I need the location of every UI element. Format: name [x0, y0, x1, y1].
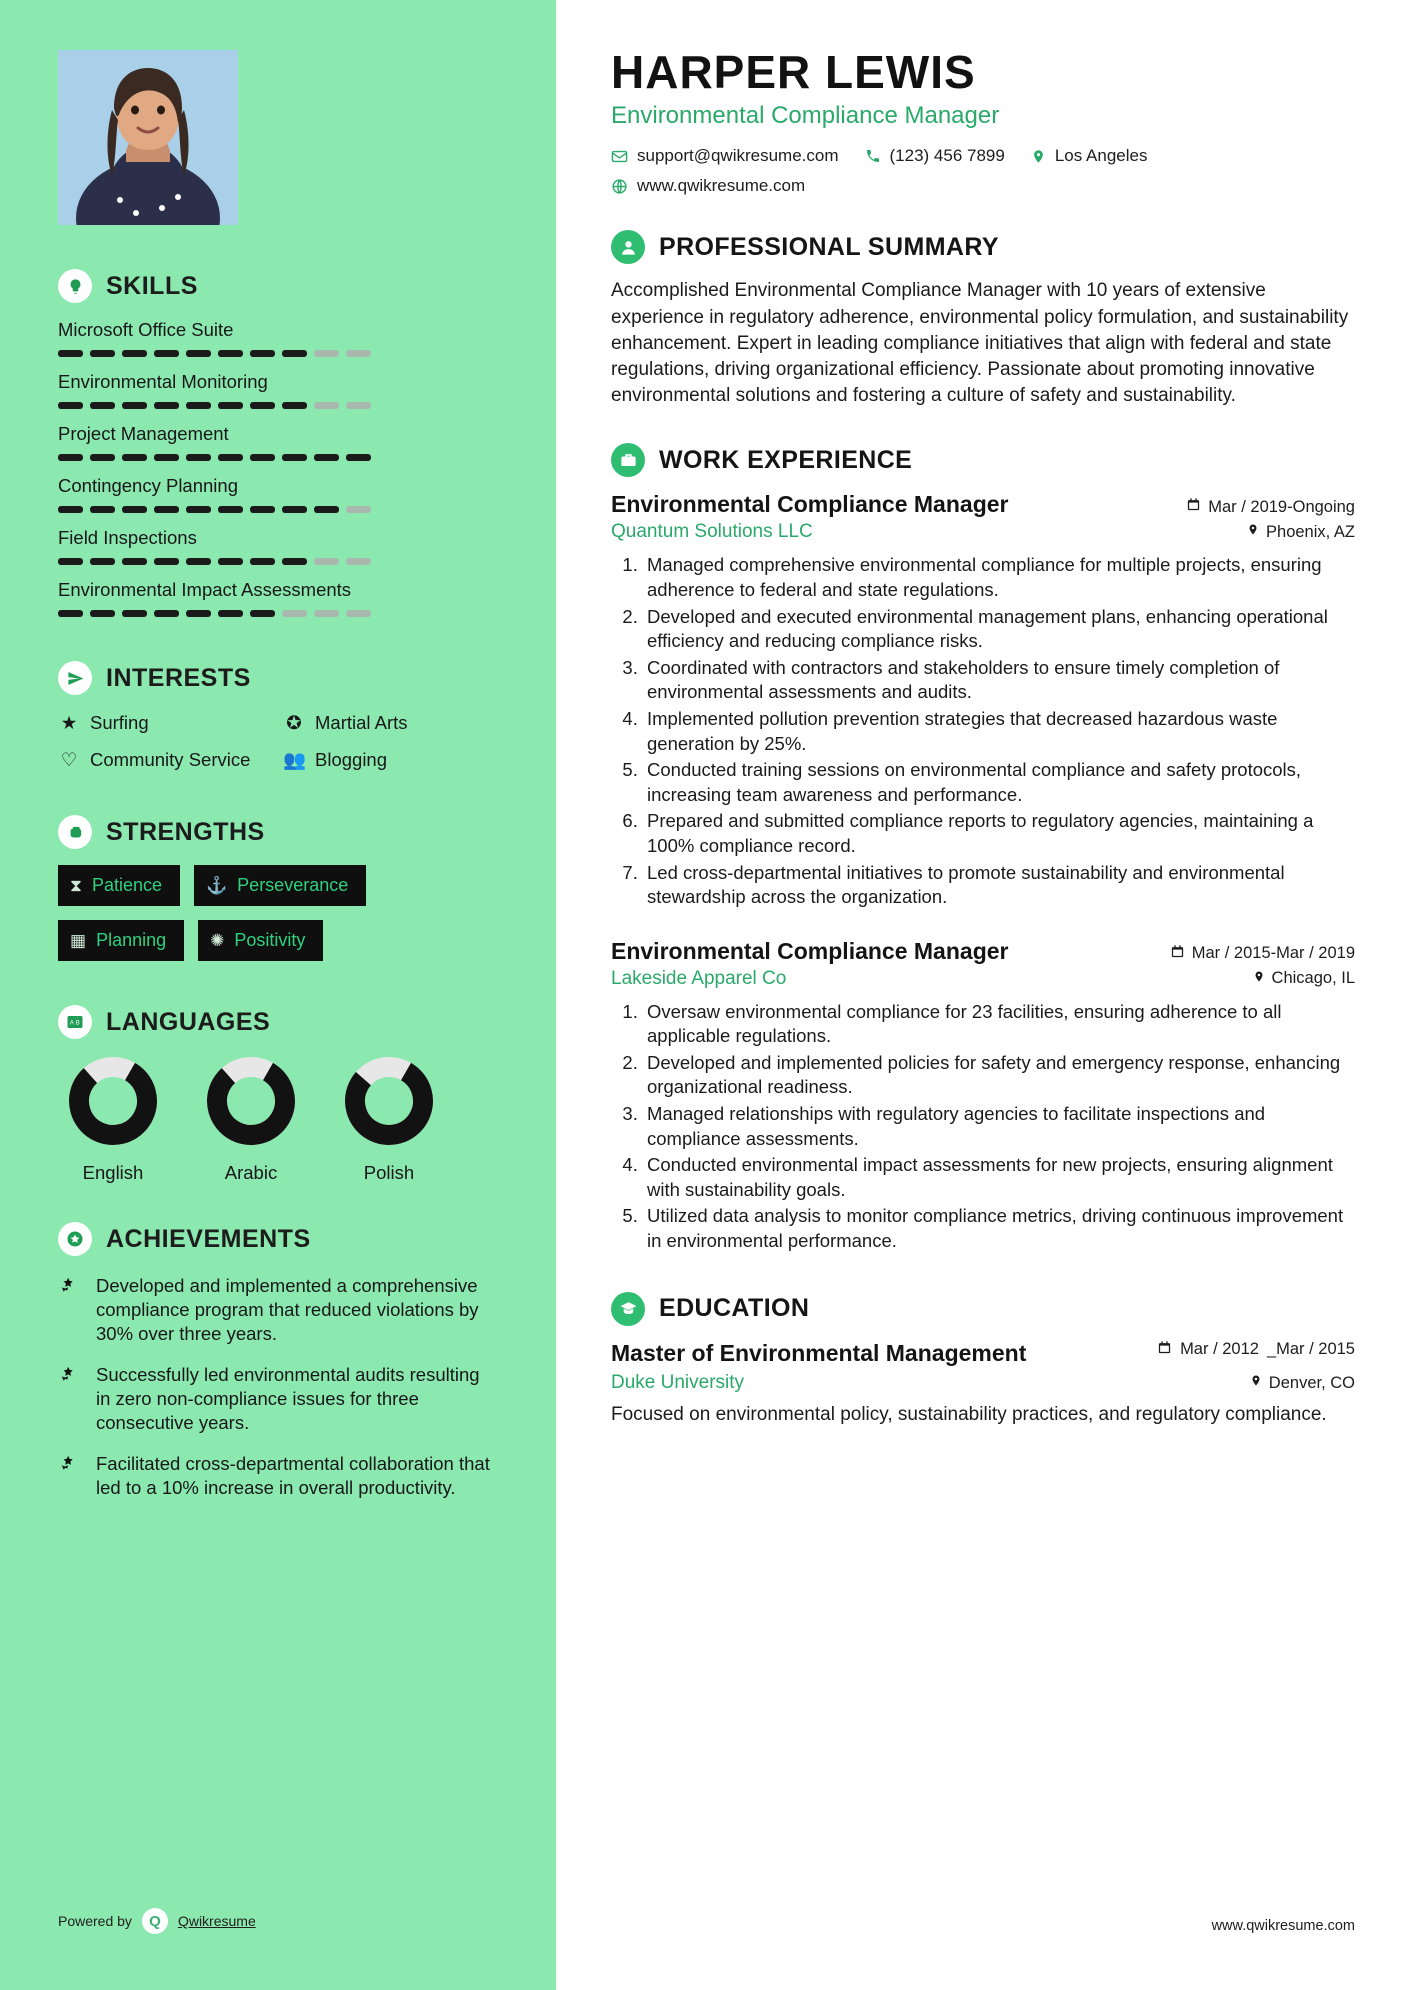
skill-level-segment	[346, 454, 371, 461]
summary-title: PROFESSIONAL SUMMARY	[659, 232, 999, 261]
job-date	[1186, 497, 1355, 517]
powered-by	[58, 1908, 256, 1934]
calendar-icon	[1170, 944, 1185, 964]
map-pin-icon	[1031, 148, 1046, 165]
interests-title: INTERESTS	[106, 663, 251, 692]
job-bullet: 6. Prepared and submitted compliance reports to regulatory agencies, maintaining a 100% compliance record.	[643, 809, 1355, 858]
interests-heading	[58, 661, 498, 695]
skill-level-segment	[282, 402, 307, 409]
award-star-icon	[58, 1365, 82, 1434]
strengths-title: STRENGTHS	[106, 817, 265, 846]
phone-icon	[865, 148, 881, 164]
job-date-text: Mar / 2015-Mar / 2019	[1191, 944, 1355, 963]
skill-level-segment	[154, 610, 179, 617]
skill-level-segment	[122, 558, 147, 565]
skill-level-segment	[250, 558, 275, 565]
skill-level-segment	[90, 454, 115, 461]
skill-level-segment	[186, 610, 211, 617]
shield-icon: ♡	[60, 749, 78, 771]
qwikresume-logo-icon: Q	[142, 1908, 168, 1934]
skill-level-segment	[122, 506, 147, 513]
strength-chip	[198, 920, 323, 961]
interest-label: Blogging	[315, 749, 388, 771]
strength-label: Patience	[91, 875, 162, 896]
skill-level-segment	[154, 454, 179, 461]
skill-level-segment	[250, 402, 275, 409]
skill-level-segment	[282, 506, 307, 513]
skill-level-segment	[314, 558, 339, 565]
skill-level-segment	[90, 506, 115, 513]
skill-level-segment	[186, 506, 211, 513]
skill-level-segment	[250, 454, 275, 461]
qwikresume-link[interactable]: Qwikresume	[177, 1913, 256, 1929]
strengths-list	[58, 865, 498, 961]
language-progress-ring	[63, 1055, 163, 1147]
education-date-start: Mar / 2012	[1180, 1339, 1259, 1358]
bulb-icon	[58, 269, 92, 303]
map-pin-icon	[1253, 969, 1265, 989]
svg-text:A: A	[69, 1020, 74, 1027]
job-meta-row	[611, 968, 1355, 990]
strength-chip	[58, 920, 184, 961]
badge-star-icon	[58, 1222, 92, 1256]
languages-heading	[58, 1005, 498, 1039]
globe-icon: ✪	[286, 712, 302, 733]
skill-level-segment	[122, 610, 147, 617]
job-location-text: Chicago, IL	[1271, 969, 1355, 988]
strength-chip	[194, 865, 366, 906]
job-date	[1170, 944, 1355, 964]
job-company: Quantum Solutions LLC	[611, 521, 813, 543]
main-content	[556, 0, 1407, 1990]
skill-level-bar	[58, 350, 498, 357]
skill-label: Project Management	[58, 423, 229, 444]
skill-level-segment	[314, 506, 339, 513]
map-pin-icon	[1247, 522, 1259, 542]
job-meta-row	[611, 521, 1355, 543]
skill-level-segment	[218, 350, 243, 357]
education-heading	[611, 1292, 1355, 1326]
achievement-text: Successfully led environmental audits resulting in zero non-compliance issues for three consecutive years.	[96, 1364, 480, 1433]
job-bullet: 2. Developed and executed environmental management plans, enhancing operational efficiency and reducing compliance risks.	[643, 605, 1355, 654]
star-icon: ★	[60, 712, 78, 733]
skill-item	[58, 527, 498, 565]
skill-label: Environmental Monitoring	[58, 371, 268, 392]
job-bullet: 5. Conducted training sessions on environmental compliance and safety protocols, increasing team awareness and performance.	[643, 758, 1355, 807]
avatar-photo	[58, 50, 238, 225]
languages-title: LANGUAGES	[106, 1007, 271, 1036]
jobs-list	[611, 491, 1355, 1253]
skill-level-segment	[186, 402, 211, 409]
calendar-icon	[1186, 497, 1201, 517]
language-item	[334, 1055, 444, 1184]
powered-by-label: Powered by	[58, 1913, 132, 1929]
skill-level-bar	[58, 506, 498, 513]
contact-location-text: Los Angeles	[1054, 146, 1148, 166]
education-school: Duke University	[611, 1372, 745, 1394]
job-role-subtitle: Environmental Compliance Manager	[611, 102, 1000, 130]
skill-level-segment	[58, 506, 83, 513]
job-entry	[611, 491, 1355, 909]
skill-level-segment	[58, 402, 83, 409]
language-item	[58, 1055, 168, 1184]
skill-level-segment	[314, 454, 339, 461]
people-icon: 👥	[283, 749, 307, 771]
skill-level-segment	[218, 506, 243, 513]
skill-label: Environmental Impact Assessments	[58, 579, 352, 600]
globe-icon	[611, 178, 628, 195]
interest-item	[58, 748, 273, 771]
strengths-heading	[58, 815, 498, 849]
contact-row	[611, 146, 1355, 196]
achievements-list	[58, 1274, 498, 1499]
sun-icon: ✺	[210, 930, 225, 950]
contact-website[interactable]	[611, 176, 1355, 196]
skill-item	[58, 475, 498, 513]
job-bullet: 4. Implemented pollution prevention strategies that decreased hazardous waste generation by 25%.	[643, 707, 1355, 756]
education-location	[1250, 1373, 1355, 1393]
strength-label: Perseverance	[237, 875, 349, 896]
skill-level-segment	[346, 558, 371, 565]
translate-icon	[58, 1005, 92, 1039]
skill-level-segment	[250, 610, 275, 617]
skill-level-segment	[282, 610, 307, 617]
briefcase-icon	[611, 443, 645, 477]
interest-item	[58, 711, 273, 734]
skill-level-segment	[90, 402, 115, 409]
education-date-end: _Mar / 2015	[1266, 1339, 1355, 1358]
anchor-icon: ⚓	[206, 875, 228, 895]
skill-level-segment	[154, 350, 179, 357]
skill-level-segment	[58, 454, 83, 461]
skill-level-segment	[282, 454, 307, 461]
job-bullet: 5. Utilized data analysis to monitor compliance metrics, driving continuous improvement in environmental performance.	[643, 1204, 1355, 1253]
language-item	[196, 1055, 306, 1184]
interest-item	[283, 711, 498, 734]
contact-phone[interactable]	[865, 146, 1005, 166]
strength-chip	[58, 865, 180, 906]
skill-level-segment	[346, 402, 371, 409]
skill-level-segment	[218, 402, 243, 409]
skill-level-segment	[314, 350, 339, 357]
achievement-item	[58, 1363, 498, 1434]
skill-level-segment	[346, 506, 371, 513]
job-location	[1247, 522, 1355, 542]
envelope-icon	[611, 148, 628, 165]
job-title-row	[611, 491, 1355, 518]
skill-level-segment	[282, 558, 307, 565]
paper-plane-icon	[58, 661, 92, 695]
education-title: EDUCATION	[659, 1294, 810, 1323]
job-title: Environmental Compliance Manager	[611, 937, 1009, 964]
skill-level-segment	[154, 402, 179, 409]
skill-level-segment	[186, 350, 211, 357]
achievement-text: Facilitated cross-departmental collaboration that led to a 10% increase in overall productivity.	[96, 1453, 490, 1498]
award-star-icon	[58, 1454, 82, 1499]
user-icon	[611, 230, 645, 264]
skill-level-segment	[250, 506, 275, 513]
job-date-text: Mar / 2019-Ongoing	[1208, 497, 1355, 516]
skill-level-segment	[154, 506, 179, 513]
job-company: Lakeside Apparel Co	[611, 967, 787, 989]
language-progress-ring	[201, 1055, 301, 1147]
footer-website: www.qwikresume.com	[1211, 1918, 1355, 1934]
skill-level-segment	[122, 350, 147, 357]
hourglass-icon: ⧗	[70, 875, 82, 895]
job-bullet: 1. Managed comprehensive environmental compliance for multiple projects, ensuring adherence to federal and state regulations.	[643, 553, 1355, 602]
strength-label: Positivity	[234, 930, 306, 951]
skill-level-segment	[186, 454, 211, 461]
education-entry	[611, 1340, 1355, 1428]
skill-level-segment	[90, 558, 115, 565]
skill-level-segment	[58, 610, 83, 617]
language-progress-ring	[339, 1055, 439, 1147]
skill-level-segment	[314, 402, 339, 409]
skill-level-bar	[58, 454, 498, 461]
skill-level-segment	[58, 350, 83, 357]
summary-heading	[611, 230, 1355, 264]
contact-phone-text: (123) 456 7899	[889, 146, 1005, 166]
job-bullets	[643, 1000, 1355, 1254]
skill-label: Field Inspections	[58, 527, 197, 548]
language-label: Polish	[363, 1162, 415, 1184]
skills-title: SKILLS	[106, 271, 198, 300]
achievement-item	[58, 1274, 498, 1345]
skill-level-segment	[346, 610, 371, 617]
work-title: WORK EXPERIENCE	[659, 445, 913, 474]
education-description: Focused on environmental policy, sustainability practices, and regulatory compliance.	[611, 1404, 1327, 1426]
skill-level-segment	[58, 558, 83, 565]
skill-level-bar	[58, 402, 498, 409]
skill-level-segment	[218, 558, 243, 565]
education-date	[1157, 1340, 1355, 1361]
skills-list	[58, 319, 498, 617]
strength-label: Planning	[96, 930, 167, 951]
skill-level-bar	[58, 558, 498, 565]
contact-email-text: support@qwikresume.com	[637, 146, 839, 166]
interest-label: Surfing	[90, 712, 149, 733]
education-location-text: Denver, CO	[1268, 1373, 1355, 1392]
skill-level-bar	[58, 610, 498, 617]
job-bullets	[643, 553, 1355, 909]
contact-email[interactable]	[611, 146, 839, 166]
achievements-title: ACHIEVEMENTS	[106, 1224, 311, 1253]
skill-level-segment	[250, 350, 275, 357]
job-title: Environmental Compliance Manager	[611, 491, 1009, 518]
interest-label: Martial Arts	[315, 712, 408, 733]
interests-list	[58, 711, 498, 771]
job-bullet: 3. Coordinated with contractors and stakeholders to ensure timely completion of environmental assessments and audits.	[643, 656, 1355, 705]
skill-label: Microsoft Office Suite	[58, 319, 234, 340]
skill-level-segment	[90, 350, 115, 357]
skill-item	[58, 371, 498, 409]
job-location	[1253, 969, 1355, 989]
calendar-icon	[1157, 1340, 1172, 1361]
skill-level-segment	[90, 610, 115, 617]
job-bullet: 2. Developed and implemented policies for safety and emergency response, enhancing organizational readiness.	[643, 1051, 1355, 1100]
contact-website-text: www.qwikresume.com	[637, 176, 806, 196]
skill-level-segment	[186, 558, 211, 565]
job-bullet: 1. Oversaw environmental compliance for 23 facilities, ensuring adherence to all applicable regulations.	[643, 1000, 1355, 1049]
achievements-heading	[58, 1222, 498, 1256]
job-bullet: 7. Led cross-departmental initiatives to promote sustainability and environmental stewardship across the organization.	[643, 861, 1355, 910]
calendar-icon: ▦	[70, 930, 87, 950]
graduation-cap-icon	[611, 1292, 645, 1326]
interest-label: Community Service	[90, 749, 251, 771]
language-label: Arabic	[224, 1162, 278, 1184]
skill-level-segment	[122, 454, 147, 461]
language-label: English	[82, 1162, 144, 1184]
skill-level-segment	[282, 350, 307, 357]
achievement-item	[58, 1452, 498, 1499]
job-bullet: 4. Conducted environmental impact assessments for new projects, ensuring alignment with sustainability goals.	[643, 1153, 1355, 1202]
summary-text: Accomplished Environmental Compliance Manager with 10 years of extensive experience in regulatory adherence, environmental policy formulation, and sustainability enhancement. Expert in leading compliance initiatives that align with federal and state regulations, driving organizational efficiency. Passionate about promoting innovative environmental solutions and fostering a culture of safety and sustainability.	[611, 280, 1349, 407]
job-location-text: Phoenix, AZ	[1266, 522, 1355, 541]
achievement-text: Developed and implemented a comprehensive compliance program that reduced violations by 30% over three years.	[96, 1275, 479, 1344]
skill-label: Contingency Planning	[58, 475, 238, 496]
education-degree: Master of Environmental Management	[611, 1339, 1027, 1366]
svg-text:B: B	[75, 1020, 80, 1027]
job-bullet: 3. Managed relationships with regulatory agencies to facilitate inspections and compliance assessments.	[643, 1102, 1355, 1151]
job-entry	[611, 938, 1355, 1254]
sidebar	[0, 0, 556, 1990]
job-title-row	[611, 938, 1355, 965]
skill-level-segment	[122, 402, 147, 409]
skill-level-segment	[218, 454, 243, 461]
skill-level-segment	[218, 610, 243, 617]
fist-icon	[58, 815, 92, 849]
map-pin-icon	[1250, 1373, 1262, 1393]
skill-item	[58, 423, 498, 461]
avatar	[58, 50, 238, 225]
award-star-icon	[58, 1276, 82, 1345]
interest-item	[283, 748, 498, 771]
skill-level-segment	[346, 350, 371, 357]
skill-item	[58, 319, 498, 357]
contact-location	[1031, 146, 1148, 166]
skill-level-segment	[314, 610, 339, 617]
skill-item	[58, 579, 498, 617]
work-heading	[611, 443, 1355, 477]
page-title: HARPER LEWIS	[611, 46, 976, 98]
languages-list	[58, 1055, 498, 1184]
skills-heading	[58, 269, 498, 303]
skill-level-segment	[154, 558, 179, 565]
